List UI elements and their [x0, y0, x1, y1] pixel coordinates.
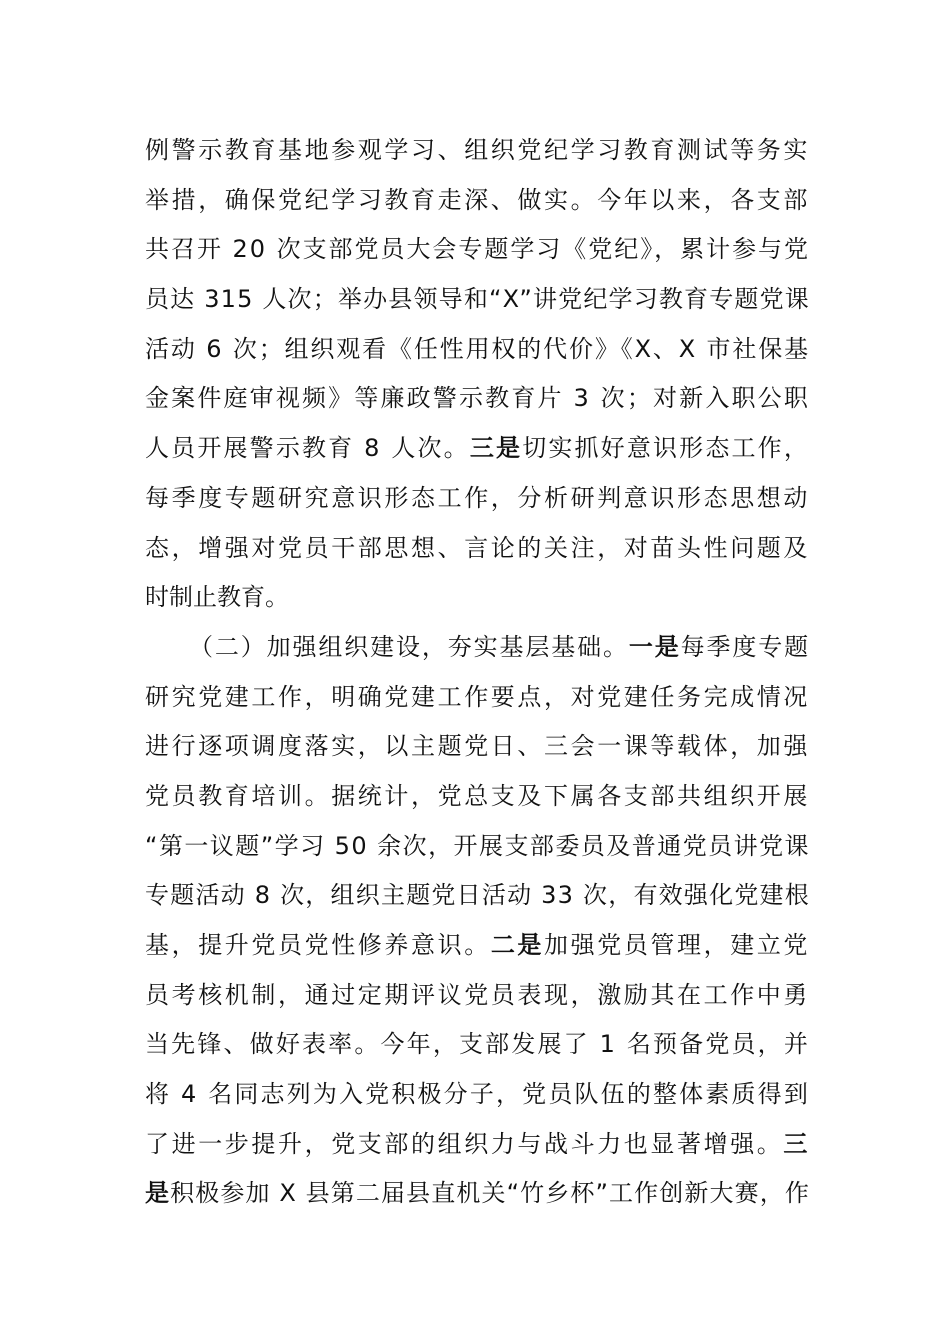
- body-text: [145, 126, 810, 1219]
- text-line: [145, 424, 810, 474]
- text-line: [145, 126, 810, 176]
- text-segment: 积极参加 X 县第二届县直机关“竹乡杯”工作创新大赛，作: [170, 1179, 810, 1208]
- text-segment: 举措，确保党纪学习教育走深、做实。今年以来，各支部: [145, 185, 810, 214]
- text-line: [145, 176, 810, 226]
- text-segment: 当先锋、做好表率。今年，支部发展了 1 名预备党员，并: [145, 1030, 810, 1059]
- bold-text-segment: 三是: [469, 434, 523, 463]
- text-segment: 党员教育培训。据统计，党总支及下属各支部共组织开展: [145, 781, 810, 810]
- text-line: [145, 673, 810, 723]
- text-segment: 人员开展警示教育 8 人次。: [145, 434, 470, 463]
- text-segment: 研究党建工作，明确党建工作要点，对党建任务完成情况: [145, 682, 810, 711]
- text-segment: 加强党员管理，建立党: [544, 931, 811, 959]
- bold-text-segment: 是: [145, 1179, 171, 1208]
- text-line: [145, 1070, 810, 1120]
- text-segment: （二）加强组织建设，夯实基层基础。: [189, 632, 629, 661]
- text-segment: 了进一步提升，党支部的组织力与战斗力也显著增强。: [145, 1129, 784, 1158]
- text-segment: 基，提升党员党性修养意识。: [145, 931, 491, 959]
- text-line: [145, 623, 810, 673]
- text-line: [145, 1020, 810, 1070]
- text-segment: 每季度专题研究意识形态工作，分析研判意识形态思想动: [145, 483, 810, 512]
- bold-text-segment: 三: [783, 1129, 811, 1158]
- text-line: [145, 772, 810, 822]
- text-line: [145, 524, 810, 574]
- text-line: [145, 822, 810, 872]
- text-line: [145, 921, 810, 971]
- text-segment: 态，增强对党员干部思想、言论的关注，对苗头性问题及: [145, 533, 810, 562]
- bold-text-segment: 一是: [628, 632, 681, 661]
- text-segment: 金案件庭审视频》等廉政警示教育片 3 次；对新入职公职: [145, 384, 810, 413]
- text-segment: 例警示教育基地参观学习、组织党纪学习教育测试等务实: [145, 136, 810, 164]
- text-line: [145, 722, 810, 772]
- text-line: [145, 971, 810, 1021]
- text-line: [145, 871, 810, 921]
- text-line: [145, 474, 810, 524]
- text-segment: 员考核机制，通过定期评议党员表现，激励其在工作中勇: [145, 980, 810, 1009]
- text-line: [145, 325, 810, 375]
- text-segment: 时制止教育。: [145, 583, 289, 612]
- text-segment: 切实抓好意识形态工作，: [522, 434, 811, 463]
- text-segment: 专题活动 8 次，组织主题党日活动 33 次，有效强化党建根: [145, 881, 810, 910]
- text-segment: 员达 315 人次；举办县领导和“X”讲党纪学习教育专题党课: [145, 285, 810, 314]
- text-line: [145, 1169, 810, 1219]
- text-line: [145, 1120, 810, 1170]
- text-line: [145, 275, 810, 325]
- text-line: [145, 374, 810, 424]
- text-segment: 将 4 名同志列为入党积极分子，党员队伍的整体素质得到: [145, 1080, 810, 1109]
- text-segment: 进行逐项调度落实，以主题党日、三会一课等载体，加强: [145, 732, 810, 761]
- bold-text-segment: 二是: [490, 931, 545, 959]
- text-line: [145, 225, 810, 275]
- text-line: [145, 573, 810, 623]
- text-segment: 共召开 20 次支部党员大会专题学习《党纪》，累计参与党: [145, 235, 810, 264]
- text-segment: “第一议题”学习 50 余次，开展支部委员及普通党员讲党课: [145, 831, 810, 860]
- text-segment: 每季度专题: [680, 632, 810, 661]
- text-segment: 活动 6 次；组织观看《任性用权的代价》《X、X 市社保基: [145, 334, 810, 363]
